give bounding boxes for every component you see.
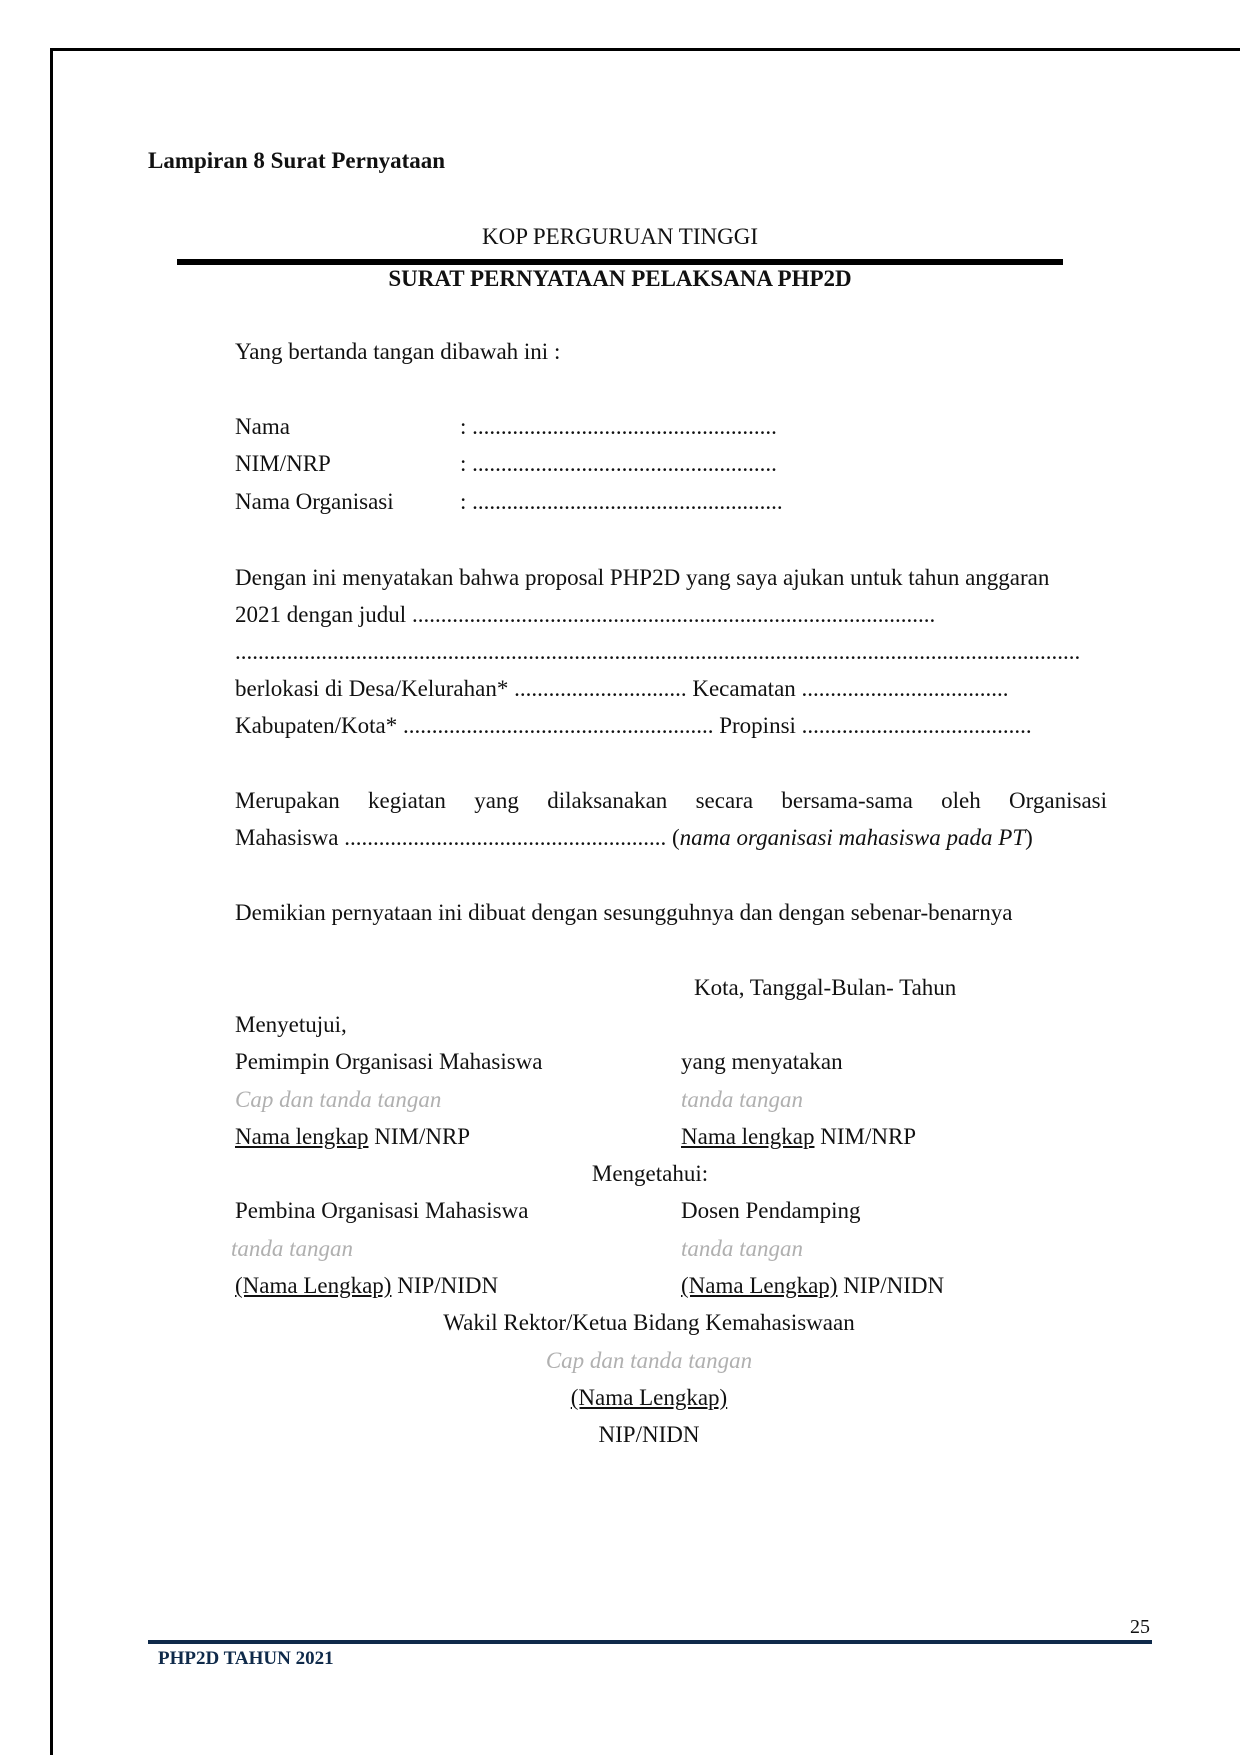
left2-name: (Nama Lengkap) xyxy=(235,1273,392,1298)
left1-signature-placeholder: Cap dan tanda tangan xyxy=(235,1087,442,1112)
field-label-organisasi: Nama Organisasi xyxy=(235,489,394,514)
document-title: SURAT PERNYATAAN PELAKSANA PHP2D xyxy=(388,266,852,291)
statement-line-1: Dengan ini menyatakan bahwa proposal PHP2D yang saya ajukan untuk tahun anggaran xyxy=(235,565,1050,590)
place-date: Kota, Tanggal-Bulan- Tahun xyxy=(694,975,957,1000)
statement-line-2: 2021 dengan judul ........................................................................................... xyxy=(235,602,936,627)
lampiran-title: Lampiran 8 Surat Pernyataan xyxy=(148,148,446,173)
footer-label: PHP2D TAHUN 2021 xyxy=(158,1648,334,1669)
activity-line-1: Merupakan kegiatan yang dilaksanakan secara bersama-sama oleh Organisasi xyxy=(235,788,1107,813)
right2-id: NIP/NIDN xyxy=(837,1273,945,1298)
right1-id: NIM/NRP xyxy=(814,1124,917,1149)
statement-line-3: ................................................................................................................................................... xyxy=(235,639,1081,664)
intro-text: Yang bertanda tangan dibawah ini : xyxy=(235,339,561,364)
left1-name-line xyxy=(235,1122,470,1152)
field-value-organisasi: : ...................................................... xyxy=(460,489,783,514)
center-name-line xyxy=(449,1383,849,1413)
page-number: 25 xyxy=(1130,1616,1150,1638)
center-id: NIP/NIDN xyxy=(598,1422,700,1447)
left1-id: NIM/NRP xyxy=(368,1124,471,1149)
acknowledge-label: Mengetahui: xyxy=(591,1161,709,1186)
right1-signature-placeholder: tanda tangan xyxy=(681,1087,804,1112)
left2-signature-placeholder: tanda tangan xyxy=(231,1236,354,1261)
right1-name: Nama lengkap xyxy=(681,1124,815,1149)
left1-name: Nama lengkap xyxy=(235,1124,369,1149)
footer-rule xyxy=(148,1640,1152,1644)
approve-label: Menyetujui, xyxy=(235,1012,347,1037)
right2-role: Dosen Pendamping xyxy=(681,1198,861,1223)
right1-name-line xyxy=(681,1122,916,1152)
center-role: Wakil Rektor/Ketua Bidang Kemahasiswaan xyxy=(443,1310,855,1335)
kop-heading: KOP PERGURUAN TINGGI xyxy=(481,224,758,249)
left2-name-line xyxy=(235,1271,498,1301)
right2-signature-placeholder: tanda tangan xyxy=(681,1236,804,1261)
left2-role: Pembina Organisasi Mahasiswa xyxy=(235,1198,529,1223)
field-value-nim: : ..................................................... xyxy=(460,451,777,476)
right2-name: (Nama Lengkap) xyxy=(681,1273,838,1298)
field-label-nim: NIM/NRP xyxy=(235,451,331,476)
left2-id: NIP/NIDN xyxy=(391,1273,499,1298)
statement-line-4: berlokasi di Desa/Kelurahan* .............................. Kecamatan .................................... xyxy=(235,676,1009,701)
center-name: (Nama Lengkap) xyxy=(570,1385,728,1410)
closing-text: Demikian pernyataan ini dibuat dengan sesungguhnya dan dengan sebenar-benarnya xyxy=(235,900,1013,925)
activity-line-2-italic: nama organisasi mahasiswa pada PT xyxy=(679,825,1026,850)
right2-name-line xyxy=(681,1271,944,1301)
activity-line-2-prefix: Mahasiswa ........................................................ ( xyxy=(235,825,680,850)
left1-role: Pemimpin Organisasi Mahasiswa xyxy=(235,1049,543,1074)
center-signature-placeholder: Cap dan tanda tangan xyxy=(545,1348,753,1373)
activity-line-2 xyxy=(235,823,1033,853)
right1-role: yang menyatakan xyxy=(681,1049,843,1074)
activity-line-2-suffix: ) xyxy=(1025,825,1033,850)
field-label-nama: Nama xyxy=(235,414,290,439)
statement-line-5: Kabupaten/Kota* ...................................................... Propinsi ........................................ xyxy=(235,713,1032,738)
field-value-nama: : ..................................................... xyxy=(460,414,777,439)
